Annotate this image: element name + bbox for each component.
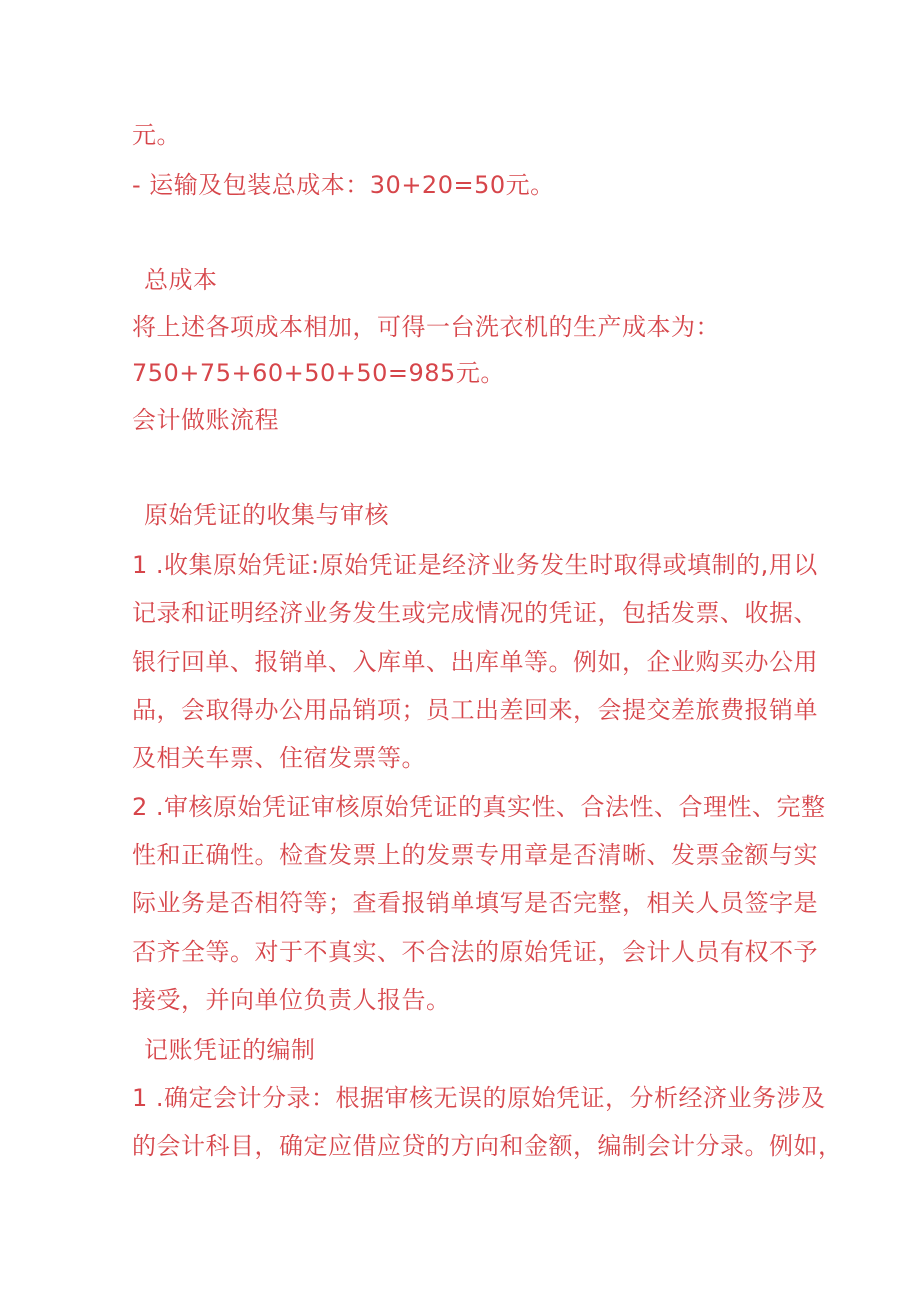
text-line: 及相关车票、住宿发票等。 bbox=[132, 744, 426, 772]
text-line: 的会计科目，确定应借应贷的方向和金额，编制会计分录。例如， bbox=[132, 1132, 843, 1160]
text-line: 750+75+60+50+50=985元。 bbox=[132, 359, 505, 387]
section-heading: 记账凭证的编制 bbox=[144, 1036, 316, 1064]
text-line: 性和正确性。检查发票上的发票专用章是否清晰、发票金额与实 bbox=[132, 841, 818, 869]
text-line: - 运输及包装总成本：30+20=50元。 bbox=[132, 171, 555, 199]
text-line: 品，会取得办公用品销项；员工出差回来，会提交差旅费报销单 bbox=[132, 696, 818, 724]
text-line: 否齐全等。对于不真实、不合法的原始凭证，会计人员有权不予 bbox=[132, 938, 818, 966]
text-line: 将上述各项成本相加，可得一台洗衣机的生产成本为： bbox=[132, 313, 720, 341]
text-line: 2 .审核原始凭证审核原始凭证的真实性、合法性、合理性、完整 bbox=[132, 793, 826, 821]
section-heading: 原始凭证的收集与审核 bbox=[144, 501, 389, 529]
text-line: 银行回单、报销单、入库单、出库单等。例如，企业购买办公用 bbox=[132, 648, 818, 676]
text-line: 接受，并向单位负责人报告。 bbox=[132, 986, 451, 1014]
section-heading: 会计做账流程 bbox=[132, 406, 279, 434]
text-line: 1 .收集原始凭证:原始凭证是经济业务发生时取得或填制的,用以 bbox=[132, 551, 818, 579]
section-heading: 总成本 bbox=[144, 266, 218, 294]
text-line: 际业务是否相符等；查看报销单填写是否完整，相关人员签字是 bbox=[132, 889, 818, 917]
text-line: 元。 bbox=[132, 121, 181, 149]
text-line: 1 .确定会计分录：根据审核无误的原始凭证，分析经济业务涉及 bbox=[132, 1084, 826, 1112]
text-line: 记录和证明经济业务发生或完成情况的凭证，包括发票、收据、 bbox=[132, 599, 818, 627]
